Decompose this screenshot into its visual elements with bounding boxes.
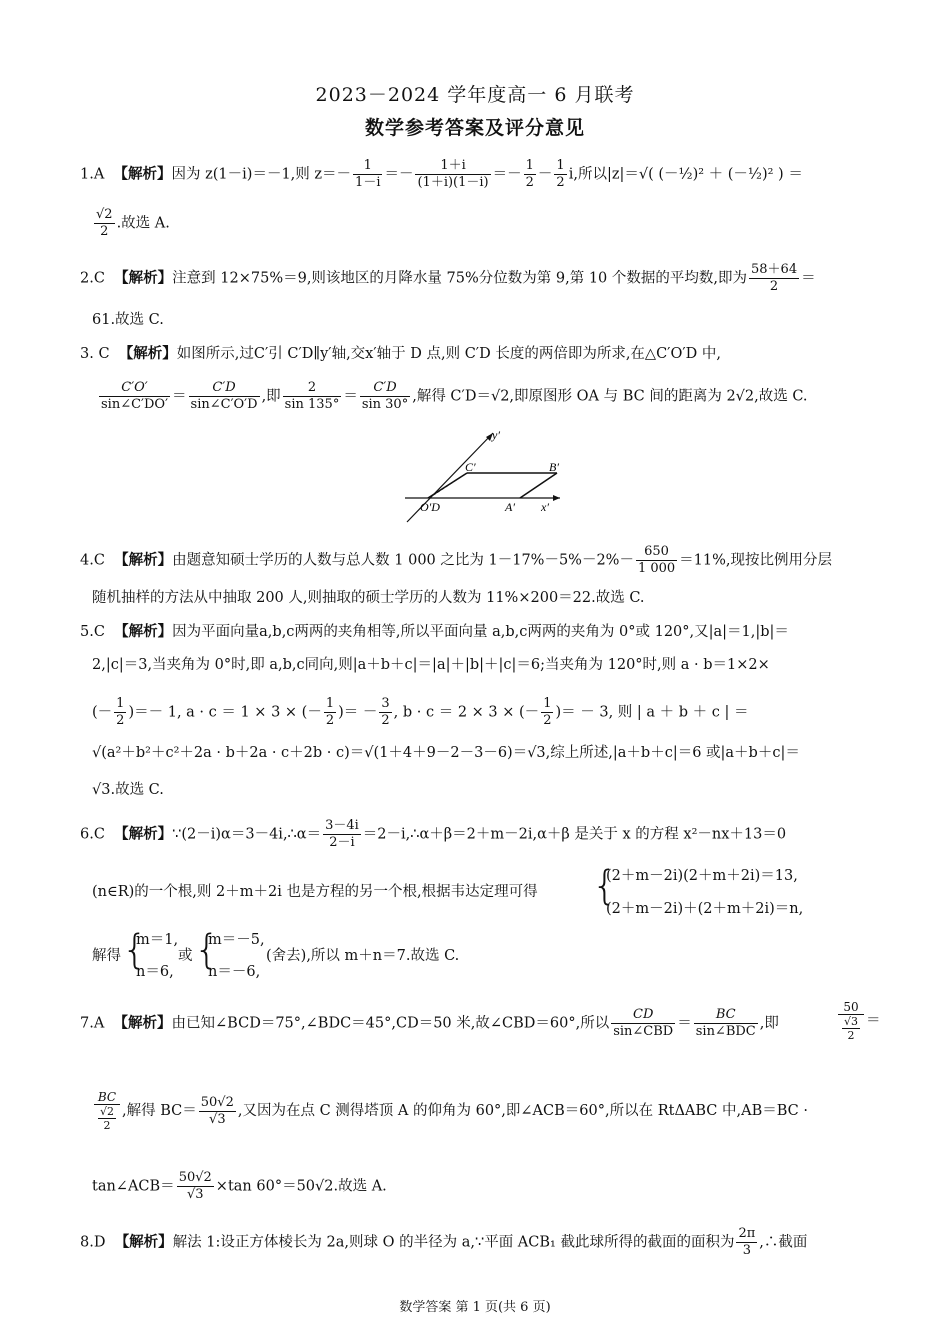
question-1-line2: $\frac{√2}{2}$ .故选 A. <box>96 207 170 239</box>
solution-1-n: n＝6, <box>136 964 174 980</box>
fraction: $\frac{650}{1 000}$ <box>637 544 676 576</box>
fraction: $\frac{1+i}{(1+i)(1-i)}$ <box>417 158 489 190</box>
question-7-line2: $\frac{BC}{\frac{√2}{2}}$ ,解得 BC＝ $\frac{50√2}{√3}$ ,又因为在点 C 测得塔顶 A 的仰角为 60°,即∠ACB＝60°,所以在 RtΔABC 中,AB＝BC · <box>92 1090 808 1132</box>
fraction: $\frac{1}{1-i}$ <box>355 158 381 190</box>
fraction: $\frac{BC}{\text{sin∠BDC}}$ <box>695 1007 756 1039</box>
system-brace: { <box>592 863 618 909</box>
fraction: $\frac{C'O'}{\sin\angle C'DO'}$ <box>101 380 169 412</box>
question-5-line4: √(a²＋b²＋c²＋2a · b＋2a · c＋2b · c)＝√(1＋4＋9－2－3－6)＝√3,综上所述,|a＋b＋c|＝6 或|a＋b＋c|＝ <box>92 745 800 761</box>
question-4-line2: 随机抽样的方法从中抽取 200 人,则抽取的硕士学历的人数为 11%×200＝22.故选 C. <box>92 590 645 606</box>
compound-fraction-1: $\frac{50}{\frac{√3}{2}}$ ＝ <box>836 1000 881 1042</box>
question-1: 1.A 【解析】因为 z(1－i)＝－1,则 z＝－ $\frac{1}{1-i}$ ＝－ $\frac{1+i}{(1+i)(1-i)}$ ＝－ $\frac{1}{2}$ － $\frac{1}{2}$ i,所以|z|＝√( (－½)² ＋ (－½)² ) ＝ <box>80 158 803 190</box>
solution-2-m: m＝－5, <box>208 932 265 948</box>
fraction: $\frac{58+64}{2}$ <box>751 262 798 294</box>
question-6-conclusion: (舍去),所以 m＋n＝7.故选 C. <box>266 948 460 964</box>
or-text: 或 <box>178 948 193 964</box>
solution-brace-1: { <box>122 927 148 973</box>
label-c: C′ <box>465 460 476 474</box>
system-eq-2: (2＋m－2i)＋(2＋m＋2i)＝n, <box>606 901 804 917</box>
fraction: $\frac{C'D}{\sin 30^\circ}$ <box>361 380 409 412</box>
x-axis-arrow <box>553 495 560 501</box>
system-eq-1: (2＋m－2i)(2＋m＋2i)＝13, <box>606 868 798 884</box>
question-7-line3: tan∠ACB＝ $\frac{50√2}{√3}$ ×tan 60°＝50√2.故选 A. <box>92 1170 387 1202</box>
fraction: $\frac{CD}{\text{sin∠CBD}}$ <box>613 1007 674 1039</box>
page-subtitle: 数学参考答案及评分意见 <box>364 117 585 139</box>
solution-brace-2: { <box>194 927 220 973</box>
label-y: y′ <box>492 428 500 442</box>
fraction: $\frac{1}{2}$ <box>556 158 565 190</box>
oblique-projection-figure <box>395 425 565 525</box>
fraction: $\frac{1}{2}$ <box>543 696 552 728</box>
fraction: $\frac{2}{\sin 135^\circ}$ <box>284 380 340 412</box>
question-3: 3. C 【解析】如图所示,过C′引 C′D∥y′轴,交x′轴于 D 点,则 C′D 长度的两倍即为所求,在△C′O′D 中, <box>80 345 721 362</box>
question-2-line2: 61.故选 C. <box>92 312 164 328</box>
question-5-line2: 2,|c|＝3,当夹角为 0°时,即 a,b,c同向,则|a＋b＋c|＝|a|＋|b|＋|c|＝6;当夹角为 120°时,则 a · b＝1×2× <box>92 657 770 673</box>
fraction: $\frac{3}{2}$ <box>381 696 390 728</box>
solution-1-m: m＝1, <box>136 932 179 948</box>
fraction: $\frac{50√2}{√3}$ <box>200 1094 234 1127</box>
question-6-line2: (n∈R)的一个根,则 2＋m＋2i 也是方程的另一个根,根据韦达定理可得 <box>92 884 538 900</box>
fraction: $\frac{2\pi}{3}$ <box>738 1226 756 1258</box>
label-a: A′ <box>505 500 515 514</box>
label-x: x′ <box>541 500 549 514</box>
page-title: 2023－2024 学年度高一 6 月联考 <box>315 84 635 106</box>
label-b: B′ <box>549 460 559 474</box>
question-6: 6.C 【解析】∵(2－i)α＝3－4i,∴α＝ $\frac{3-4i}{2-i}$ ＝2－i,∴α＋β＝2＋m－2i,α＋β 是关于 x 的方程 x²－nx＋13＝0 <box>80 818 787 850</box>
question-5-line3: (－ $\frac{1}{2}$ )＝－ 1, a · c ＝ 1 × 3 × (－ $\frac{1}{2}$ )＝ － $\frac{3}{2}$ , b · c ＝ 2 × 3 × (－ $\frac{1}{2}$ )＝ － 3, 则 | a ＋ b ＋ c | ＝ <box>92 696 749 728</box>
fraction: $\frac{3-4i}{2-i}$ <box>325 818 359 850</box>
question-3-line2: $\frac{C'O'}{\sin\angle C'DO'}$ ＝ $\frac{C'D}{\sin\angle C'O'D}$ ,即 $\frac{2}{\sin 135^\circ}$ ＝ $\frac{C'D}{\sin 30^\circ}$ ,解得 C′D＝√2,即原图形 OA 与 BC 间的距离为 2√2,故选 C. <box>101 380 808 412</box>
label-od: O′D <box>420 500 440 514</box>
page-footer: 数学答案 第 1 页(共 6 页) <box>399 1300 551 1315</box>
question-4: 4.C 【解析】由题意知硕士学历的人数与总人数 1 000 之比为 1－17%－5%－2%－ $\frac{650}{1 000}$ ＝11%,现按比例用分层 <box>80 544 833 576</box>
segment-b-a <box>520 473 557 498</box>
fraction: $\frac{1}{2}$ <box>116 696 125 728</box>
question-2: 2.C 【解析】注意到 12×75%＝9,则该地区的月降水量 75%分位数为第 9,第 10 个数据的平均数,即为 $\frac{58+64}{2}$ ＝ <box>80 262 816 294</box>
question-8: 8.D 【解析】解法 1:设正方体棱长为 2a,则球 O 的半径为 a,∵平面 ACB₁ 截此球所得的截面的面积为 $\frac{2\pi}{3}$ ,∴截面 <box>80 1226 808 1258</box>
question-5: 5.C 【解析】因为平面向量a,b,c两两的夹角相等,所以平面向量 a,b,c两两的夹角为 0°或 120°,又|a|＝1,|b|＝ <box>80 623 789 640</box>
question-5-line5: √3.故选 C. <box>92 782 164 798</box>
question-6-line3: 解得 <box>92 948 121 964</box>
fraction: $\frac{1}{2}$ <box>525 158 534 190</box>
fraction: $\frac{50√2}{√3}$ <box>178 1170 212 1202</box>
fraction: $\frac{1}{2}$ <box>325 696 335 728</box>
fraction: $\frac{C'D}{\sin\angle C'O'D}$ <box>190 380 258 412</box>
solution-2-n: n＝－6, <box>208 964 261 980</box>
fraction: $\frac{√2}{2}$ <box>96 207 113 239</box>
question-7: 7.A 【解析】由已知∠BCD＝75°,∠BDC＝45°,CD＝50 米,故∠CBD＝60°,所以 $\frac{CD}{\text{sin∠CBD}}$ ＝ $\frac{BC}{\text{sin∠BDC}}$ ,即 <box>80 1007 779 1039</box>
